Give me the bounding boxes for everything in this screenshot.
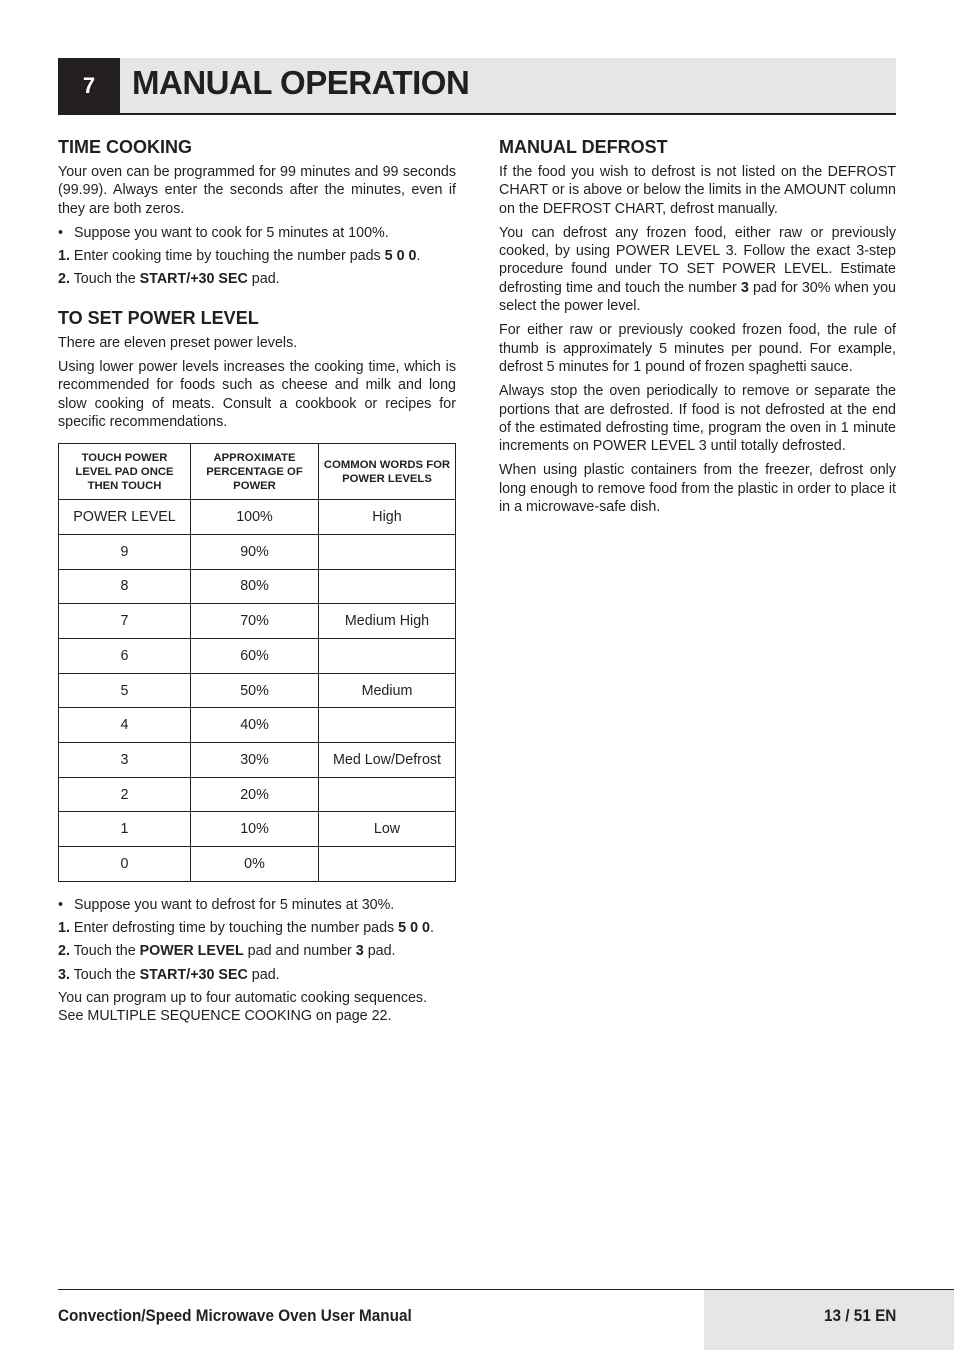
section-header — [58, 58, 896, 115]
table-cell: 10% — [191, 812, 319, 847]
table-cell: 1 — [59, 812, 191, 847]
table-cell: 20% — [191, 777, 319, 812]
table-row — [59, 812, 456, 847]
table-row — [59, 604, 456, 639]
time-cooking-step-1: 1. Enter cooking time by touching the number pads 5 0 0. — [58, 248, 421, 265]
left-column — [58, 137, 456, 1031]
table-cell: 5 — [59, 673, 191, 708]
power-level-paragraph-1: There are eleven preset power levels. — [58, 334, 298, 351]
table-cell: 9 — [59, 534, 191, 569]
table-cell: 2 — [59, 777, 191, 812]
table-cell: 8 — [59, 569, 191, 604]
time-cooking-heading: TIME COOKING — [58, 137, 192, 157]
table-row — [59, 673, 456, 708]
table-cell: POWER LEVEL — [59, 500, 191, 535]
table-cell: 4 — [59, 708, 191, 743]
table-row — [59, 500, 456, 535]
table-cell: 40% — [191, 708, 319, 743]
power-level-table — [58, 443, 456, 882]
table-cell: High — [319, 500, 456, 535]
time-cooking-step-2: 2. Touch the START/+30 SEC pad. — [58, 271, 280, 288]
table-cell: 7 — [59, 604, 191, 639]
chapter-number: 7 — [58, 58, 120, 113]
power-level-closing: You can program up to four automatic cooking sequences. See MULTIPLE SEQUENCE COOKING on page 22. — [58, 990, 428, 1025]
table-header-row — [59, 444, 456, 500]
table-cell: Med Low/Defrost — [319, 743, 456, 778]
table-row — [59, 708, 456, 743]
right-column — [499, 137, 896, 522]
table-cell — [319, 534, 456, 569]
table-row — [59, 847, 456, 882]
manual-defrost-paragraph-3: For either raw or previously cooked frozen food, the rule of thumb is approximately 5 minutes per pound. For example, defrost 5 minutes for 1 pound of frozen spaghetti sauce. — [499, 322, 896, 375]
table-row — [59, 569, 456, 604]
table-cell — [319, 639, 456, 674]
manual-defrost-paragraph-2: You can defrost any frozen food, either raw or previously cooked, by using POWER LEVEL 3. Follow the exact 3-step procedure found under TO SET POWER LEVEL. Estimate defrosting time and touch the number 3 pad for 30% when you select the power level. — [499, 224, 896, 315]
table-cell: 0 — [59, 847, 191, 882]
table-cell: Medium High — [319, 604, 456, 639]
table-row — [59, 639, 456, 674]
table-header-cell: APPROXIMATE PERCENTAGE OF POWER — [191, 444, 319, 500]
table-cell: 60% — [191, 639, 319, 674]
table-cell — [319, 708, 456, 743]
table-row — [59, 743, 456, 778]
table-cell: 50% — [191, 673, 319, 708]
defrost-example-bullet: • Suppose you want to defrost for 5 minutes at 30%. — [58, 896, 456, 914]
table-cell: 6 — [59, 639, 191, 674]
defrost-step-1: 1. Enter defrosting time by touching the number pads 5 0 0. — [58, 920, 434, 937]
table-cell: 30% — [191, 743, 319, 778]
table-cell: 3 — [59, 743, 191, 778]
table-row — [59, 534, 456, 569]
table-cell: Medium — [319, 673, 456, 708]
manual-defrost-paragraph-4: Always stop the oven periodically to remove or separate the portions that are defrosted. If food is not defrosted at the end of the estimated defrosting time, program the oven in 1 minute increments on POWER LEVEL 3 until totally defrosted. — [499, 383, 896, 455]
table-cell: 80% — [191, 569, 319, 604]
table-cell: Low — [319, 812, 456, 847]
time-cooking-bullet: • Suppose you want to cook for 5 minutes at 100%. — [58, 224, 456, 242]
table-cell: 100% — [191, 500, 319, 535]
time-cooking-intro: Your oven can be programmed for 99 minutes and 99 seconds (99.99). Always enter the seconds after the minutes, even if they are both zeros. — [58, 164, 456, 217]
footer-title: Convection/Speed Microwave Oven User Manual — [58, 1306, 412, 1325]
table-header-cell: COMMON WORDS FOR POWER LEVELS — [319, 444, 456, 500]
footer-page-number: 13 / 51 EN — [823, 1306, 896, 1325]
table-cell — [319, 569, 456, 604]
table-header-cell: TOUCH POWER LEVEL PAD ONCE THEN TOUCH — [59, 444, 191, 500]
table-row — [59, 777, 456, 812]
table-cell — [319, 847, 456, 882]
chapter-title: MANUAL OPERATION — [132, 64, 470, 101]
manual-defrost-paragraph-5: When using plastic containers from the freezer, defrost only long enough to remove food from the plastic in order to place it in a microwave-safe dish. — [499, 462, 896, 516]
table-cell: 70% — [191, 604, 319, 639]
defrost-step-2: 2. Touch the POWER LEVEL pad and number 3 pad. — [58, 943, 396, 960]
table-cell — [319, 777, 456, 812]
power-level-heading: TO SET POWER LEVEL — [58, 307, 259, 328]
manual-defrost-paragraph-1: If the food you wish to defrost is not listed on the DEFROST CHART or is above or below the limits in the AMOUNT column on the DEFROST CHART, defrost manually. — [499, 164, 896, 217]
defrost-step-3: 3. Touch the START/+30 SEC pad. — [58, 966, 280, 983]
manual-defrost-heading: MANUAL DEFROST — [499, 137, 668, 157]
table-cell: 90% — [191, 534, 319, 569]
table-cell: 0% — [191, 847, 319, 882]
power-level-paragraph-2: Using lower power levels increases the cooking time, which is recommended for foods such as cheese and milk and long slow cooking of meats. Consult a cookbook or recipes for specific recommendations. — [58, 359, 456, 430]
